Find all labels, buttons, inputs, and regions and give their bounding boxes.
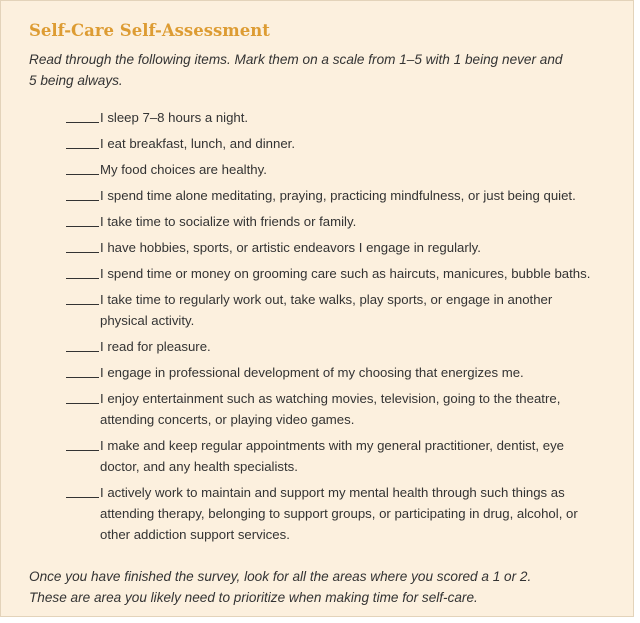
assessment-item-text: I enjoy entertainment such as watching movies, television, going to the theatre, attending concerts, or playing video games. bbox=[100, 391, 561, 427]
assessment-item-text: I engage in professional development of my choosing that energizes me. bbox=[100, 365, 524, 380]
assessment-item-text: I sleep 7–8 hours a night. bbox=[100, 110, 249, 125]
assessment-item-text: I have hobbies, sports, or artistic endeavors I engage in regularly. bbox=[100, 240, 481, 255]
assessment-item-text: I make and keep regular appointments with my general practitioner, dentist, eye doctor, and any health specialists. bbox=[100, 438, 565, 474]
assessment-item-list bbox=[66, 107, 596, 550]
score-blank[interactable] bbox=[66, 237, 99, 253]
assessment-item bbox=[66, 133, 596, 154]
score-blank[interactable] bbox=[66, 289, 99, 305]
assessment-item-text: I spend time alone meditating, praying, practicing mindfulness, or just being quiet. bbox=[100, 188, 576, 203]
instructions-line-1: Read through the following items. Mark them on a scale from 1–5 with 1 being never and bbox=[29, 52, 563, 67]
score-blank[interactable] bbox=[66, 263, 99, 279]
assessment-item bbox=[66, 211, 596, 232]
assessment-item bbox=[66, 362, 596, 383]
instructions bbox=[29, 49, 589, 91]
score-blank[interactable] bbox=[66, 159, 99, 175]
instructions-line-2: 5 being always. bbox=[29, 73, 123, 88]
assessment-item bbox=[66, 482, 596, 545]
closing-line-1: Once you have finished the survey, look for all the areas where you scored a 1 or 2. bbox=[29, 569, 532, 584]
assessment-item-text: I take time to regularly work out, take walks, play sports, or engage in another physical activity. bbox=[100, 292, 553, 328]
score-blank[interactable] bbox=[66, 336, 99, 352]
assessment-item bbox=[66, 237, 596, 258]
assessment-item bbox=[66, 159, 596, 180]
score-blank[interactable] bbox=[66, 362, 99, 378]
score-blank[interactable] bbox=[66, 133, 99, 149]
assessment-item bbox=[66, 289, 596, 331]
assessment-item-text: My food choices are healthy. bbox=[100, 162, 267, 177]
closing-line-2: These are area you likely need to prioritize when making time for self-care. bbox=[29, 590, 478, 605]
assessment-item-text: I spend time or money on grooming care such as haircuts, manicures, bubble baths. bbox=[100, 266, 591, 281]
score-blank[interactable] bbox=[66, 185, 99, 201]
closing-note bbox=[29, 566, 589, 608]
score-blank[interactable] bbox=[66, 482, 99, 498]
score-blank[interactable] bbox=[66, 211, 99, 227]
assessment-item bbox=[66, 336, 596, 357]
assessment-item bbox=[66, 107, 596, 128]
assessment-item bbox=[66, 185, 596, 206]
assessment-item-text: I read for pleasure. bbox=[100, 339, 211, 354]
assessment-item bbox=[66, 388, 596, 430]
score-blank[interactable] bbox=[66, 388, 99, 404]
assessment-item-text: I actively work to maintain and support my mental health through such things as attending therapy, belonging to support groups, or participating in drug, alcohol, or other addiction support services. bbox=[100, 485, 578, 542]
assessment-item bbox=[66, 435, 596, 477]
assessment-title: Self-Care Self-Assessment bbox=[29, 21, 270, 40]
score-blank[interactable] bbox=[66, 107, 99, 123]
assessment-item-text: I eat breakfast, lunch, and dinner. bbox=[100, 136, 296, 151]
assessment-item-text: I take time to socialize with friends or family. bbox=[100, 214, 357, 229]
assessment-item bbox=[66, 263, 596, 284]
score-blank[interactable] bbox=[66, 435, 99, 451]
